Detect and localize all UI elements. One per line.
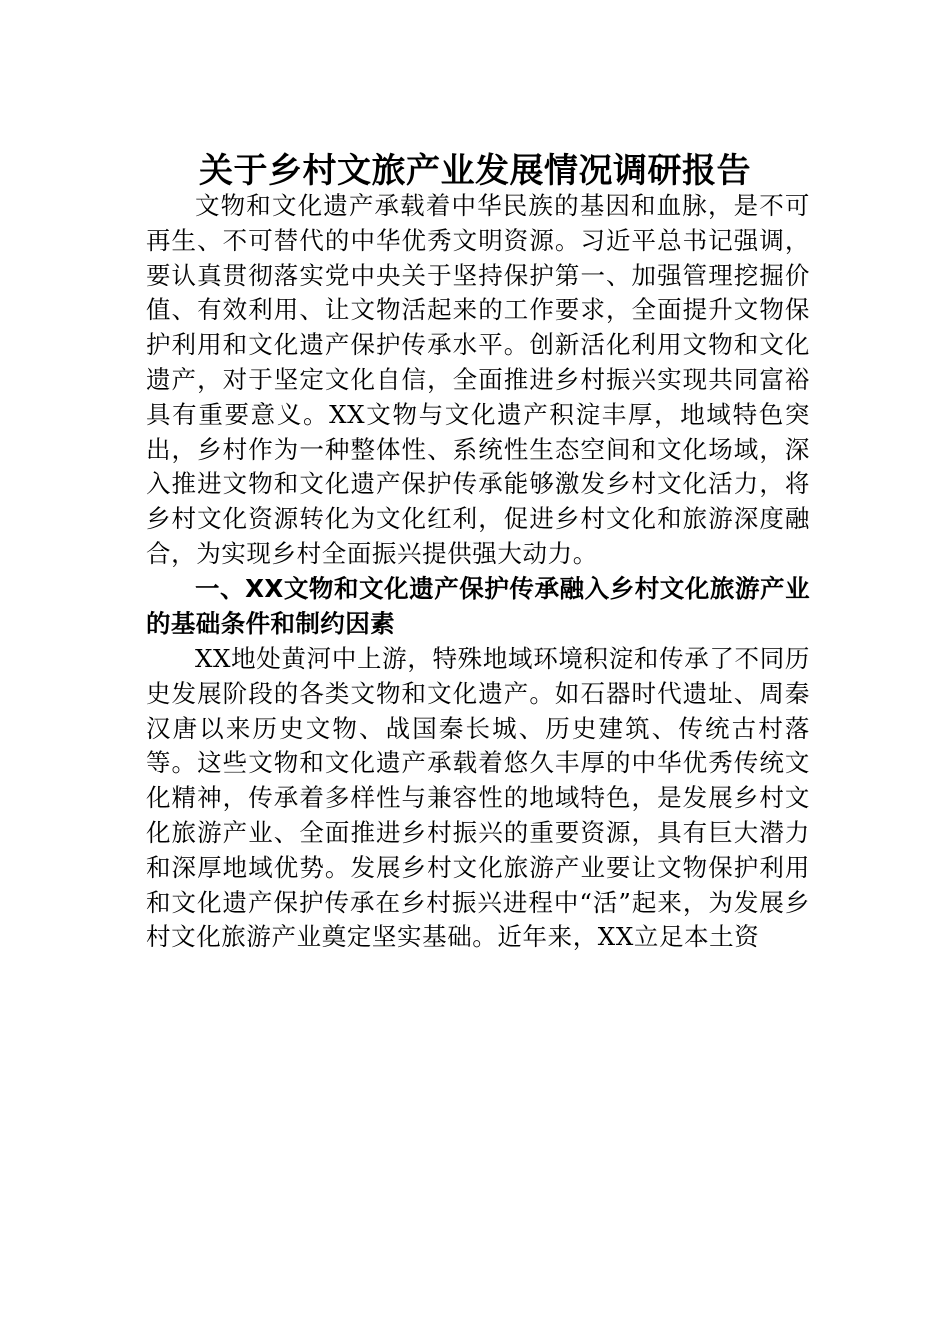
section-paragraph: XX地处黄河中上游，特殊地域环境积淀和传承了不同历史发展阶段的各类文物和文化遗产。如石器时代遗址、周秦汉唐以来历史文物、战国秦长城、历史建筑、传统古村落等。这些文物和文化遗产承载着悠久丰厚的中华优秀传统文化精神，传承着多样性与兼容性的地域特色，是发展乡村文化旅游产业、全面推进乡村振兴的重要资源，具有巨大潜力和深厚地域优势。发展乡村文化旅游产业要让文物保护利用和文化遗产保护传承在乡村振兴进程中“活”起来，为发展乡村文化旅游产业奠定坚实基础。近年来，XX立足本土资: [146, 644, 810, 952]
intro-paragraph: 文物和文化遗产承载着中华民族的基因和血脉，是不可再生、不可替代的中华优秀文明资源。习近平总书记强调，要认真贯彻落实党中央关于坚持保护第一、加强管理挖掘价值、有效利用、让文物活起来的工作要求，全面提升文物保护利用和文化遗产保护传承水平。创新活化利用文物和文化遗产，对于坚定文化自信，全面推进乡村振兴实现共同富裕具有重要意义。XX文物与文化遗产积淀丰厚，地域特色突出，乡村作为一种整体性、系统性生态空间和文化场域，深入推进文物和文化遗产保护传承能够激发乡村文化活力，将乡村文化资源转化为文化红利，促进乡村文化和旅游深度融合，为实现乡村全面振兴提供强大动力。: [146, 191, 810, 568]
document-title: 关于乡村文旅产业发展情况调研报告: [199, 150, 751, 191]
section-heading: 一、XX文物和文化遗产保护传承融入乡村文化旅游产业的基础条件和制约因素: [146, 574, 810, 638]
